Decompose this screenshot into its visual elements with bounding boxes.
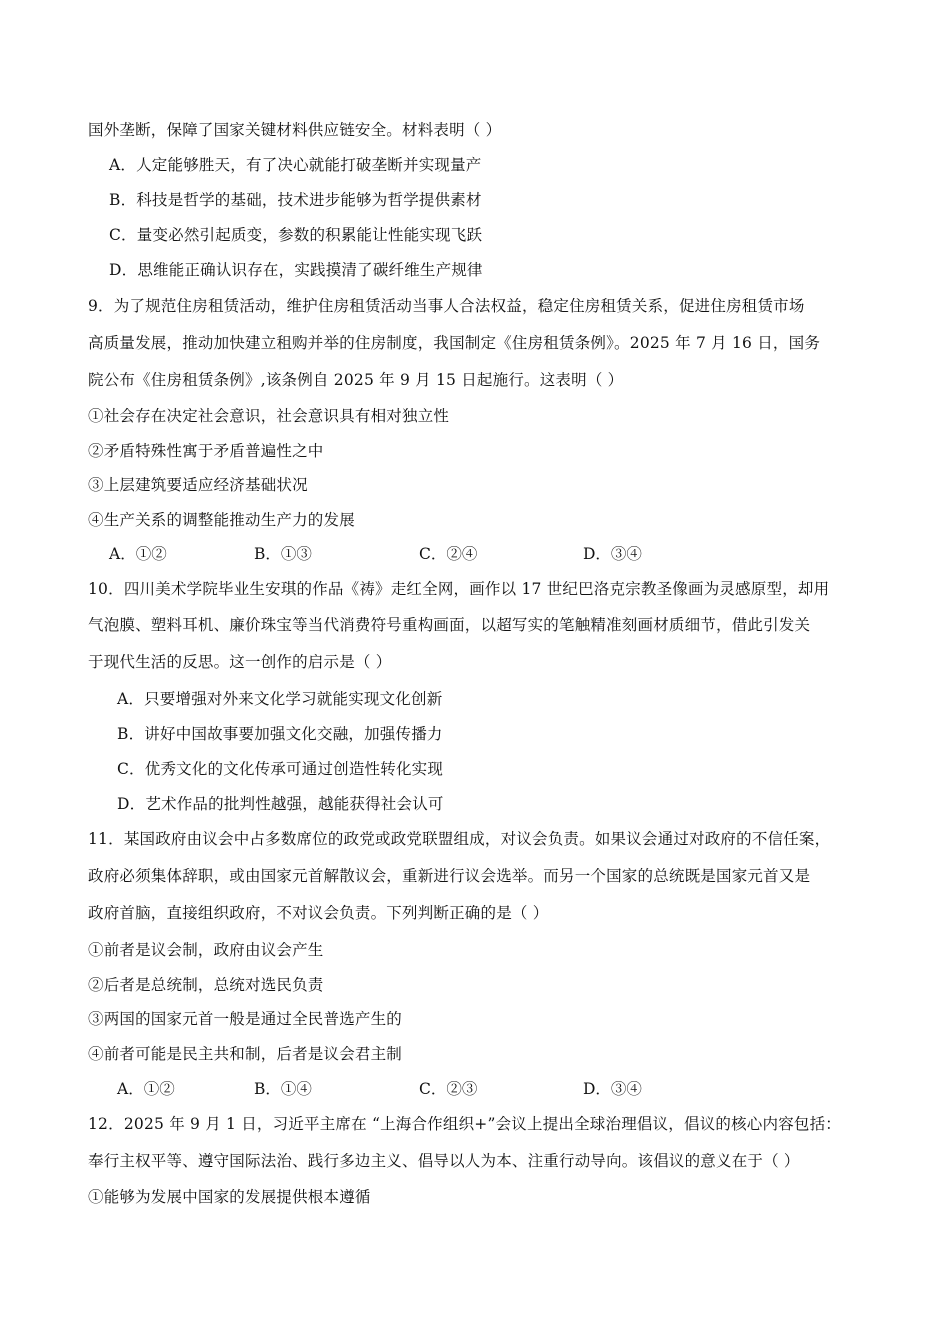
q11-stem-line-3: 政府首脑，直接组织政府，不对议会负责。下列判断正确的是（ ） [88, 904, 549, 922]
q12-statement-1: ①能够为发展中国家的发展提供根本遵循 [88, 1188, 371, 1206]
q9-statement-4: ④生产关系的调整能推动生产力的发展 [88, 511, 355, 529]
q9-choice-b: B．①③ [254, 545, 312, 563]
q11-statement-4: ④前者可能是民主共和制，后者是议会君主制 [88, 1045, 403, 1063]
q10-stem-line-1: 10．四川美术学院毕业生安琪的作品《祷》走红全网，画作以 17 世纪巴洛克宗教圣像画为灵感原型，却用 [88, 580, 830, 598]
q10-option-d: D．艺术作品的批判性越强，越能获得社会认可 [117, 795, 444, 813]
q8-option-b: B．科技是哲学的基础，技术进步能够为哲学提供素材 [109, 191, 482, 209]
q10-stem-line-2: 气泡膜、塑料耳机、廉价珠宝等当代消费符号重构画面，以超写实的笔触精准刻画材质细节，借此引发关 [88, 616, 811, 634]
q9-statement-1: ①社会存在决定社会意识，社会意识具有相对独立性 [88, 407, 450, 425]
q9-choice-a: A．①② [109, 545, 167, 563]
q11-statement-3: ③两国的国家元首一般是通过全民普选产生的 [88, 1010, 403, 1028]
q9-stem-line-3: 院公布《住房租赁条例》,该条例自 2025 年 9 月 15 日起施行。这表明（ ） [88, 371, 624, 389]
q11-choice-d: D．③④ [583, 1080, 642, 1098]
q11-choice-b: B．①④ [254, 1080, 312, 1098]
q12-stem-line-1: 12．2025 年 9 月 1 日，习近平主席在 “上海合作组织+”会议上提出全球治理倡议，倡议的核心内容包括： [88, 1115, 841, 1133]
q9-choice-c: C．②④ [419, 545, 478, 563]
q10-option-a: A．只要增强对外来文化学习就能实现文化创新 [117, 690, 443, 708]
q9-stem-line-2: 高质量发展，推动加快建立租购并举的住房制度，我国制定《住房租赁条例》。2025 年 7 月 16 日，国务 [88, 334, 821, 352]
q11-choice-c: C．②③ [419, 1080, 478, 1098]
q9-statement-3: ③上层建筑要适应经济基础状况 [88, 476, 308, 494]
q11-statement-2: ②后者是总统制，总统对选民负责 [88, 976, 324, 994]
q10-option-c: C．优秀文化的文化传承可通过创造性转化实现 [117, 760, 444, 778]
q8-option-c: C．量变必然引起质变，参数的积累能让性能实现飞跃 [109, 226, 483, 244]
q8-stem-tail: 国外垄断，保障了国家关键材料供应链安全。材料表明（ ） [88, 121, 502, 139]
q10-option-b: B．讲好中国故事要加强文化交融，加强传播力 [117, 725, 443, 743]
q9-choice-d: D．③④ [583, 545, 642, 563]
q9-stem-line-1: 9．为了规范住房租赁活动，维护住房租赁活动当事人合法权益，稳定住房租赁关系，促进住房租赁市场 [88, 297, 805, 315]
q8-option-a: A．人定能够胜天，有了决心就能打破垄断并实现量产 [109, 156, 482, 174]
q11-choice-a: A．①② [117, 1080, 175, 1098]
q11-choices [0, 1079, 950, 1099]
q11-stem-line-1: 11．某国政府由议会中占多数席位的政党或政党联盟组成，对议会负责。如果议会通过对政府的不信任案， [88, 830, 831, 848]
q9-statement-2: ②矛盾特殊性寓于矛盾普遍性之中 [88, 442, 324, 460]
q11-stem-line-2: 政府必须集体辞职，或由国家元首解散议会，重新进行议会选举。而另一个国家的总统既是国家元首又是 [88, 867, 811, 885]
q10-stem-line-3: 于现代生活的反思。这一创作的启示是（ ） [88, 653, 392, 671]
q11-statement-1: ①前者是议会制，政府由议会产生 [88, 941, 324, 959]
q8-option-d: D．思维能正确认识存在，实践摸清了碳纤维生产规律 [109, 261, 483, 279]
q12-stem-line-2: 奉行主权平等、遵守国际法治、践行多边主义、倡导以人为本、注重行动导向。该倡议的意义在于（ ） [88, 1152, 800, 1170]
q9-choices [0, 544, 950, 564]
